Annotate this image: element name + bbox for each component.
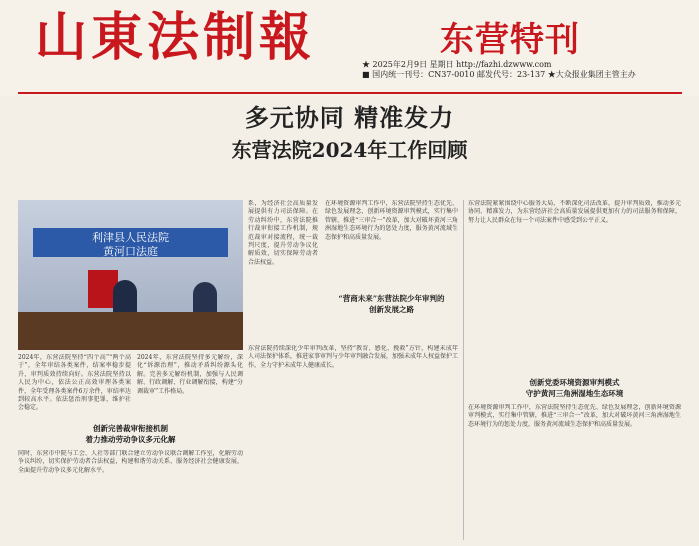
column-5: 东营法院持续深化少年审判改革，坚持“教育、感化、挽救”方针，构建未成年人司法保护体系，推进家事审判与少年审判融合发展，加强未成年人权益保护工作，全力守护未成年人健康成长。 — [248, 345, 458, 369]
section-2-title: “营商未来”东营法院少年审判的 — [338, 294, 445, 303]
section-2-subtitle: 创新发展之路 — [369, 305, 414, 314]
banner-line-1: 利津县人民法院 — [92, 231, 169, 244]
judge-figure — [113, 280, 137, 314]
column-6a: 在环境资源审判工作中，东营法院坚持生态优先、绿色发展理念，创新环境资源审判模式，实行集中管辖，推进“三审合一”改革，加大对破坏黄河三角洲湿地生态环境行为的惩处力度，服务黄河流域生态保护和高质量发展。 — [325, 200, 458, 241]
person-figure — [193, 282, 217, 314]
masthead-rule — [18, 92, 682, 94]
column-2: 系，为经济社会高质量发展提供有力司法保障。在劳动纠纷中，东营法院推行裁审衔接工作机制，规范裁审对接流程，统一裁判尺度，提升劳动争议化解质效，切实保障劳动者合法权益。 — [248, 200, 318, 266]
bench-desk — [18, 312, 243, 350]
column-3: 2024年，东营法院坚持多元解纷，深化“诉源治理”，推动矛盾纠纷源头化解。完善多元解纷机制，加强与人民调解、行政调解、行业调解衔接，构建“分调裁审”工作格局。 — [137, 354, 243, 395]
masthead — [0, 0, 699, 96]
section-3-title: 创新党委环境资源审判模式 — [529, 378, 620, 387]
info-line-1: ★ 2025年2月9日 星期日 http://fazhi.dzwww.com — [362, 60, 552, 69]
photo-banner — [33, 228, 228, 257]
subheadline: 东营法院2024年工作回顾 — [231, 138, 468, 162]
banner-line-2: 黄河口法庭 — [103, 245, 158, 258]
section-1-subtitle: 着力推动劳动争议多元化解 — [85, 435, 176, 444]
column-divider — [463, 200, 464, 540]
column-8: 在环境资源审判工作中，东营法院坚持生态优先、绿色发展理念，创新环境资源审判模式，实行集中管辖，推进“三审合一”改革，加大对破坏黄河三角洲湿地生态环境行为的惩处力度，服务黄河流域生态保护和高质量发展。 — [468, 404, 681, 428]
court-photo — [18, 200, 243, 350]
column-4: 同时，东营市中院与工会、人社等部门联合建立劳动争议联合调解工作室，化解劳动争议纠纷，切实保护劳动者合法权益，构建和谐劳动关系，服务经济社会健康发展，全面提升劳动争议多元化解水平。 — [18, 450, 243, 474]
info-bar — [362, 60, 692, 80]
info-line-2: ■ 国内统一刊号：CN37-0010 邮发代号：23-137 ★大众报业集团主管主办 — [362, 70, 636, 79]
column-7: 东营法院紧紧围绕中心服务大局，不断深化司法改革，提升审判质效，推动多元协同、精准发力，为东营经济社会高质量发展提供更加有力的司法服务和保障，努力让人民群众在每一个司法案件中感受到公平正义。 — [468, 200, 681, 224]
newspaper-title: 山東法制報 — [35, 7, 316, 68]
edition-title: 东营特刊 — [440, 20, 580, 60]
section-3-subtitle: 守护黄河三角洲湿地生态环境 — [525, 389, 624, 398]
column-1: 2024年，东营法院坚持“四个高”“两个高于”，全年审结各类案件，结案率稳步提升，审判质效持续向好。东营法院坚持以人民为中心，依法公正高效审理各类案件，全年受理各类案件6万余件，审结率达到较高水平。依法惩治刑事犯罪，维护社会稳定。 — [18, 354, 131, 412]
section-1-title: 创新完善裁审衔接机制 — [93, 424, 168, 433]
headline: 多元协同 精准发力 — [244, 103, 455, 132]
